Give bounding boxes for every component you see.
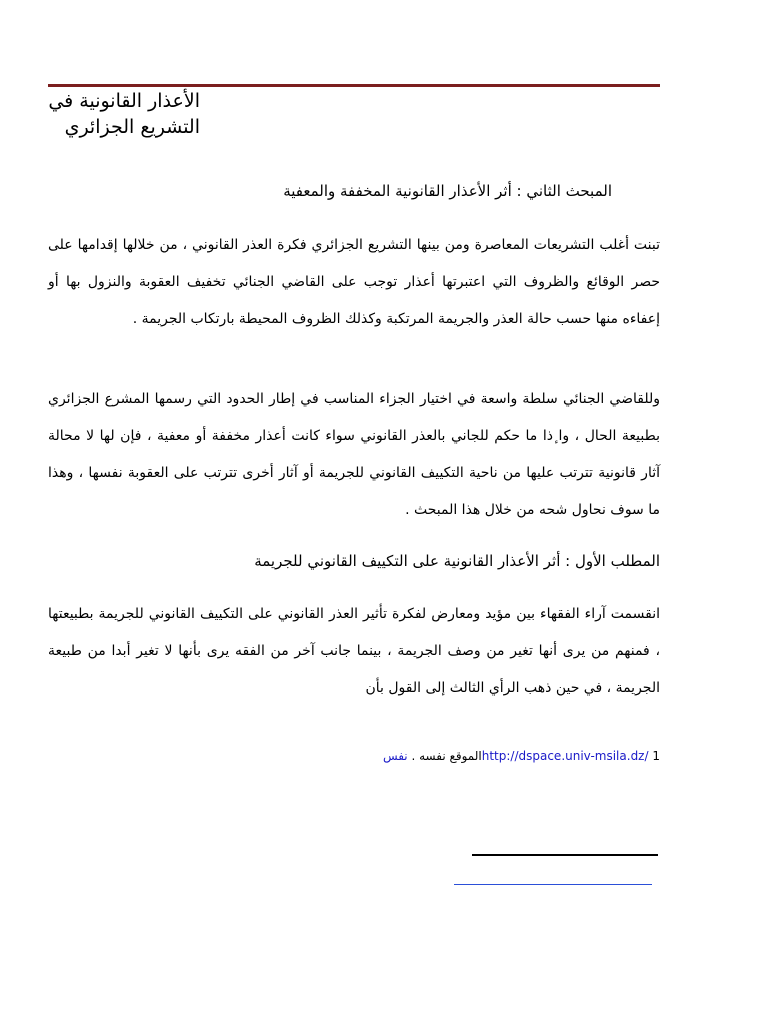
- header-line-1: الأعذار القانونية في: [48, 90, 200, 112]
- section-heading: المبحث الثاني : أثر الأعذار القانونية المخففة والمعفية: [283, 182, 612, 200]
- header-rule: [48, 84, 660, 87]
- header-line-2: التشريع الجزائري: [64, 116, 200, 138]
- paragraph-2: وللقاضي الجنائي سلطة واسعة في اختيار الجزاء المناسب في إطار الحدود التي رسمها المشرع الجزائري بطبيعة الحال ، وا ٕذا ما حكم للجاني بالعذر القانوني سواء كانت أعذار مخففة أو معفية ، فإن لها لا محالة آثار قانونية تترتب عليها من ناحية التكييف القانوني للجريمة أو آثار أخرى تترتب على العقوبة نفسها ، وهذا ما سوف نحاول شحه من خلال هذا المبحث .: [48, 391, 660, 518]
- subsection-heading: المطلب الأول : أثر الأعذار القانونية على التكييف القانوني للجريمة: [254, 552, 660, 570]
- footnote: [300, 746, 660, 766]
- paragraph-1: تبنت أغلب التشريعات المعاصرة ومن بينها التشريع الجزائري فكرة العذر القانوني ، من خلالها إقدامها على حصر الوقائع والظروف التي اعتبرتها أعذار توجب على القاضي الجنائي تخفيف العقوبة والنزول بها أو إعفاءه منها حسب حالة العذر والجريمة المرتكبة وكذلك الظروف المحيطة بارتكاب الجريمة .: [48, 237, 660, 327]
- footnote-link[interactable]: http://dspace.univ-msila.dz/: [481, 749, 649, 763]
- footnote-text: الموقع نفسه .: [411, 749, 482, 763]
- footnote-number: 1: [652, 749, 660, 763]
- running-header: [40, 88, 200, 140]
- paragraph-3: انقسمت آراء الفقهاء بين مؤيد ومعارض لفكرة تأثير العذر القانوني على التكييف القانوني للجريمة بطبيعتها ، فمنهم من يرى أنها تغير من وصف الجريمة ، بينما جانب آخر من الفقه يرى بأنها لا تغير أبدا من طبيعة الجريمة ، في حين ذهب الرأي الثالث إلى القول بأن: [48, 606, 660, 696]
- footnote-link-suffix[interactable]: نفس: [382, 749, 408, 763]
- link-underline: [454, 884, 652, 885]
- footnote-separator: [472, 854, 658, 856]
